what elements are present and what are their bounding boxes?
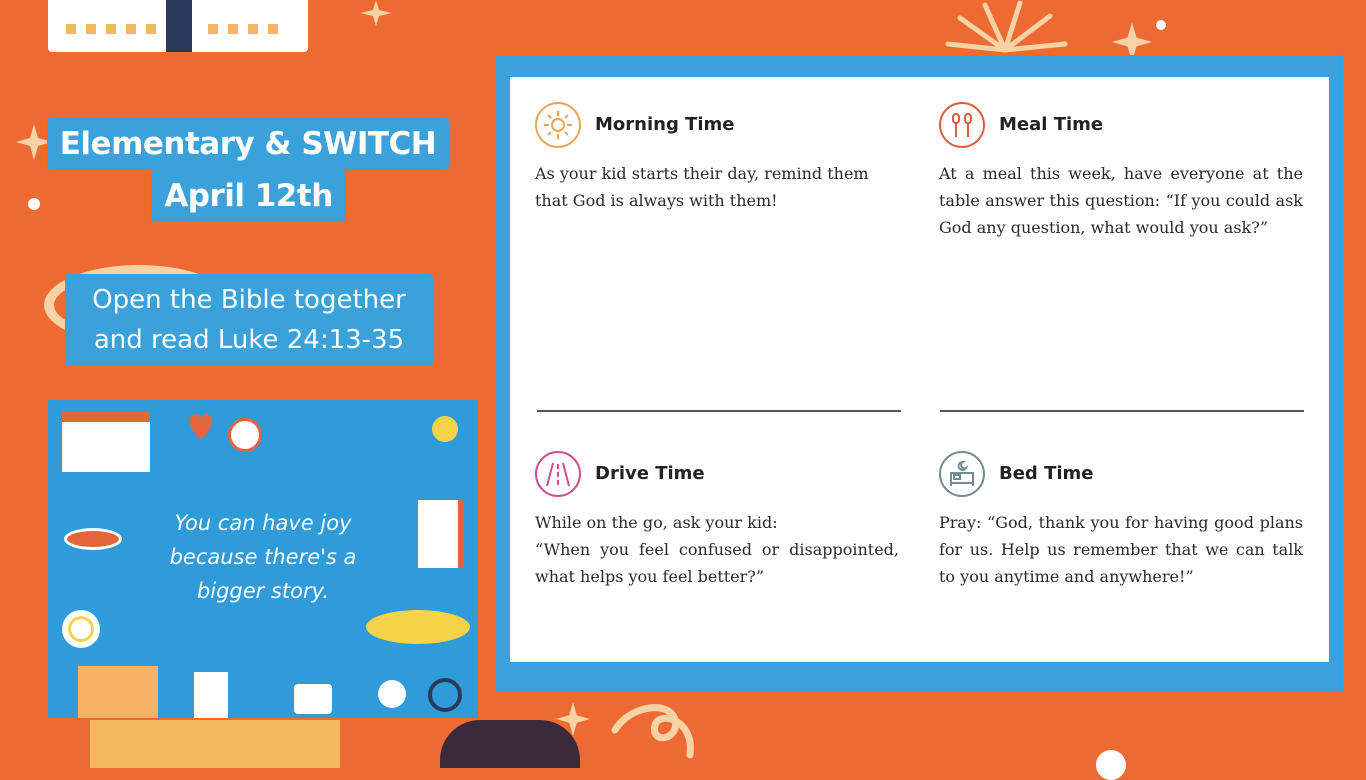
tower-icon bbox=[418, 500, 464, 568]
building-decoration bbox=[90, 720, 340, 768]
reading-box bbox=[65, 274, 433, 366]
building-decoration bbox=[48, 0, 308, 52]
drive-title: Drive Time bbox=[595, 463, 705, 484]
road-icon bbox=[535, 451, 581, 497]
card-line-2: because there's a bbox=[169, 545, 357, 569]
dot-decoration bbox=[1096, 750, 1126, 780]
house-icon bbox=[194, 672, 228, 718]
fireworks-icon bbox=[940, 0, 1070, 55]
card-message bbox=[148, 506, 378, 608]
fork-knife-icon bbox=[939, 102, 985, 148]
pizza-icon bbox=[228, 418, 262, 452]
bed-section bbox=[939, 451, 1303, 651]
sun-icon bbox=[432, 416, 458, 442]
flower-icon bbox=[378, 680, 406, 708]
airplane-icon bbox=[366, 610, 470, 644]
building-windows-icon bbox=[48, 0, 308, 52]
meal-title: Meal Time bbox=[999, 114, 1104, 135]
joy-card bbox=[48, 400, 478, 718]
meal-body: At a meal this week, have everyone at the table answer this question: “If you could ask God any question, what would you ask?” bbox=[939, 164, 1303, 237]
page-date: April 12th bbox=[151, 170, 346, 222]
trampoline-icon bbox=[64, 528, 122, 550]
heart-icon bbox=[186, 412, 216, 440]
flower-icon bbox=[62, 610, 100, 648]
building-icon bbox=[62, 412, 150, 472]
bed-icon bbox=[939, 451, 985, 497]
morning-title: Morning Time bbox=[595, 114, 735, 135]
dot-decoration bbox=[28, 198, 40, 210]
drive-body bbox=[535, 509, 899, 590]
drive-section bbox=[535, 451, 899, 651]
meal-section bbox=[939, 102, 1303, 402]
drive-body-line-1: While on the go, ask your kid: bbox=[535, 513, 778, 532]
morning-section bbox=[535, 102, 899, 402]
house-decoration bbox=[440, 720, 580, 768]
swirl-decoration bbox=[610, 700, 700, 760]
reading-line-2: and read Luke 24:13-35 bbox=[93, 325, 405, 355]
building-icon bbox=[78, 666, 158, 718]
bed-body: Pray: “God, thank you for having good plans for us. Help us remember that we can talk to you anytime and anywhere!” bbox=[939, 513, 1303, 586]
page-title: Elementary & SWITCH bbox=[47, 118, 449, 170]
card-line-1: You can have joy bbox=[174, 511, 352, 535]
morning-body: As your kid starts their day, remind them that God is always with them! bbox=[535, 164, 869, 210]
bed-title: Bed Time bbox=[999, 463, 1094, 484]
sparkle-icon bbox=[360, 0, 392, 26]
card-line-3: bigger story. bbox=[196, 579, 330, 603]
dot-decoration bbox=[1156, 20, 1166, 30]
drive-body-line-2: “When you feel confused or disappointed, what helps you feel better?” bbox=[535, 540, 899, 586]
devotional-sheet bbox=[510, 77, 1329, 662]
unicycle-icon bbox=[428, 678, 462, 712]
divider bbox=[940, 410, 1304, 412]
divider bbox=[537, 410, 901, 412]
reading-line-1: Open the Bible together bbox=[92, 285, 406, 315]
dj-icon bbox=[294, 684, 332, 714]
sun-icon bbox=[535, 102, 581, 148]
